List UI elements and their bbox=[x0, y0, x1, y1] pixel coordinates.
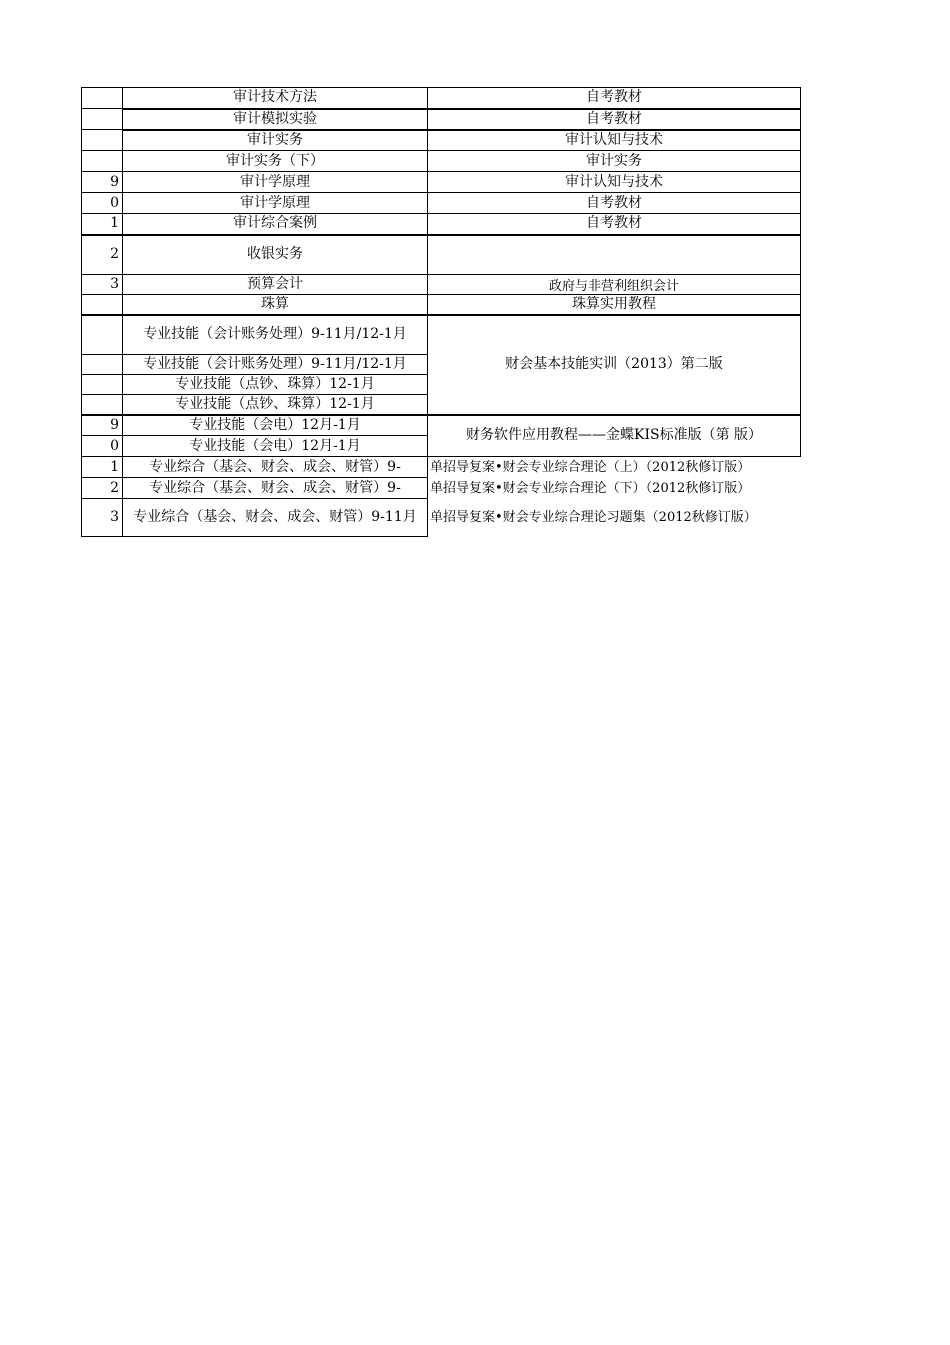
table-row bbox=[82, 193, 801, 214]
course-cell[interactable]: 专业技能（会计账务处理）9-11月/12-1月 bbox=[123, 315, 428, 355]
table-row bbox=[82, 295, 801, 315]
table-row bbox=[82, 172, 801, 193]
course-cell[interactable]: 专业综合（基会、财会、成会、财管）9- bbox=[123, 457, 428, 478]
textbook-cell-merged[interactable]: 财务软件应用教程——金蝶KIS标准版（第 版） bbox=[428, 415, 801, 457]
table-row bbox=[82, 499, 801, 537]
textbook-cell[interactable]: 审计认知与技术 bbox=[428, 172, 801, 193]
textbook-cell-merged[interactable]: 财会基本技能实训（2013）第二版 bbox=[428, 315, 801, 415]
row-number[interactable]: 1 bbox=[82, 214, 123, 235]
table-row bbox=[82, 130, 801, 151]
table-row bbox=[82, 315, 801, 355]
row-number[interactable] bbox=[82, 151, 123, 172]
course-cell[interactable]: 专业技能（点钞、珠算）12-1月 bbox=[123, 375, 428, 395]
course-cell[interactable]: 专业技能（点钞、珠算）12-1月 bbox=[123, 395, 428, 415]
row-number[interactable] bbox=[82, 355, 123, 375]
table-row bbox=[82, 151, 801, 172]
textbook-cell[interactable]: 珠算实用教程 bbox=[428, 295, 801, 315]
row-number[interactable] bbox=[82, 315, 123, 355]
textbook-cell[interactable]: 单招导复案•财会专业综合理论习题集（2012秋修订版） bbox=[430, 510, 757, 525]
table-row bbox=[82, 109, 801, 130]
textbook-cell[interactable]: 单招导复案•财会专业综合理论（上）（2012秋修订版） bbox=[430, 459, 751, 475]
course-cell[interactable]: 收银实务 bbox=[123, 235, 428, 275]
table-row bbox=[82, 275, 801, 295]
row-number[interactable] bbox=[82, 130, 123, 151]
table-row bbox=[82, 235, 801, 275]
textbook-cell[interactable]: 单招导复案•财会专业综合理论（下）（2012秋修订版） bbox=[430, 480, 751, 496]
row-number[interactable]: 2 bbox=[82, 235, 123, 275]
row-number[interactable]: 0 bbox=[82, 436, 123, 457]
textbook-cell[interactable]: 审计实务 bbox=[428, 151, 801, 172]
textbook-cell[interactable]: 自考教材 bbox=[428, 88, 801, 109]
textbook-cell[interactable] bbox=[428, 235, 801, 275]
row-number[interactable]: 0 bbox=[82, 193, 123, 214]
row-number[interactable]: 3 bbox=[82, 499, 123, 537]
course-cell[interactable]: 珠算 bbox=[123, 295, 428, 315]
course-cell[interactable]: 审计技术方法 bbox=[123, 88, 428, 109]
course-textbook-table bbox=[81, 87, 801, 537]
course-cell[interactable]: 专业技能（会电）12月-1月 bbox=[123, 415, 428, 436]
row-number[interactable] bbox=[82, 375, 123, 395]
course-cell[interactable]: 专业技能（会计账务处理）9-11月/12-1月 bbox=[123, 355, 428, 375]
textbook-cell[interactable]: 自考教材 bbox=[428, 193, 801, 214]
textbook-cell[interactable]: 政府与非营利组织会计 bbox=[428, 275, 801, 295]
course-cell[interactable]: 审计学原理 bbox=[123, 193, 428, 214]
course-cell[interactable]: 专业综合（基会、财会、成会、财管）9- bbox=[123, 478, 428, 499]
row-number[interactable]: 9 bbox=[82, 415, 123, 436]
textbook-cell[interactable]: 自考教材 bbox=[428, 214, 801, 235]
course-cell[interactable]: 审计模拟实验 bbox=[123, 109, 428, 130]
course-cell[interactable]: 审计实务 bbox=[123, 130, 428, 151]
table-row bbox=[82, 415, 801, 436]
table-row bbox=[82, 214, 801, 235]
course-cell[interactable]: 预算会计 bbox=[123, 275, 428, 295]
spreadsheet bbox=[81, 87, 800, 537]
course-cell[interactable]: 审计学原理 bbox=[123, 172, 428, 193]
textbook-cell[interactable]: 审计认知与技术 bbox=[428, 130, 801, 151]
table-row bbox=[82, 88, 801, 109]
row-number[interactable]: 3 bbox=[82, 275, 123, 295]
row-number[interactable] bbox=[82, 395, 123, 415]
course-cell[interactable]: 专业技能（会电）12月-1月 bbox=[123, 436, 428, 457]
row-number[interactable] bbox=[82, 109, 123, 130]
textbook-cell[interactable]: 自考教材 bbox=[428, 109, 801, 130]
row-number[interactable] bbox=[82, 88, 123, 109]
table-row bbox=[82, 478, 801, 499]
course-cell[interactable]: 审计综合案例 bbox=[123, 214, 428, 235]
table-row bbox=[82, 457, 801, 478]
row-number[interactable]: 9 bbox=[82, 172, 123, 193]
course-cell[interactable]: 审计实务（下） bbox=[123, 151, 428, 172]
course-cell[interactable]: 专业综合（基会、财会、成会、财管）9-11月 bbox=[123, 499, 428, 537]
row-number[interactable]: 2 bbox=[82, 478, 123, 499]
row-number[interactable] bbox=[82, 295, 123, 315]
row-number[interactable]: 1 bbox=[82, 457, 123, 478]
